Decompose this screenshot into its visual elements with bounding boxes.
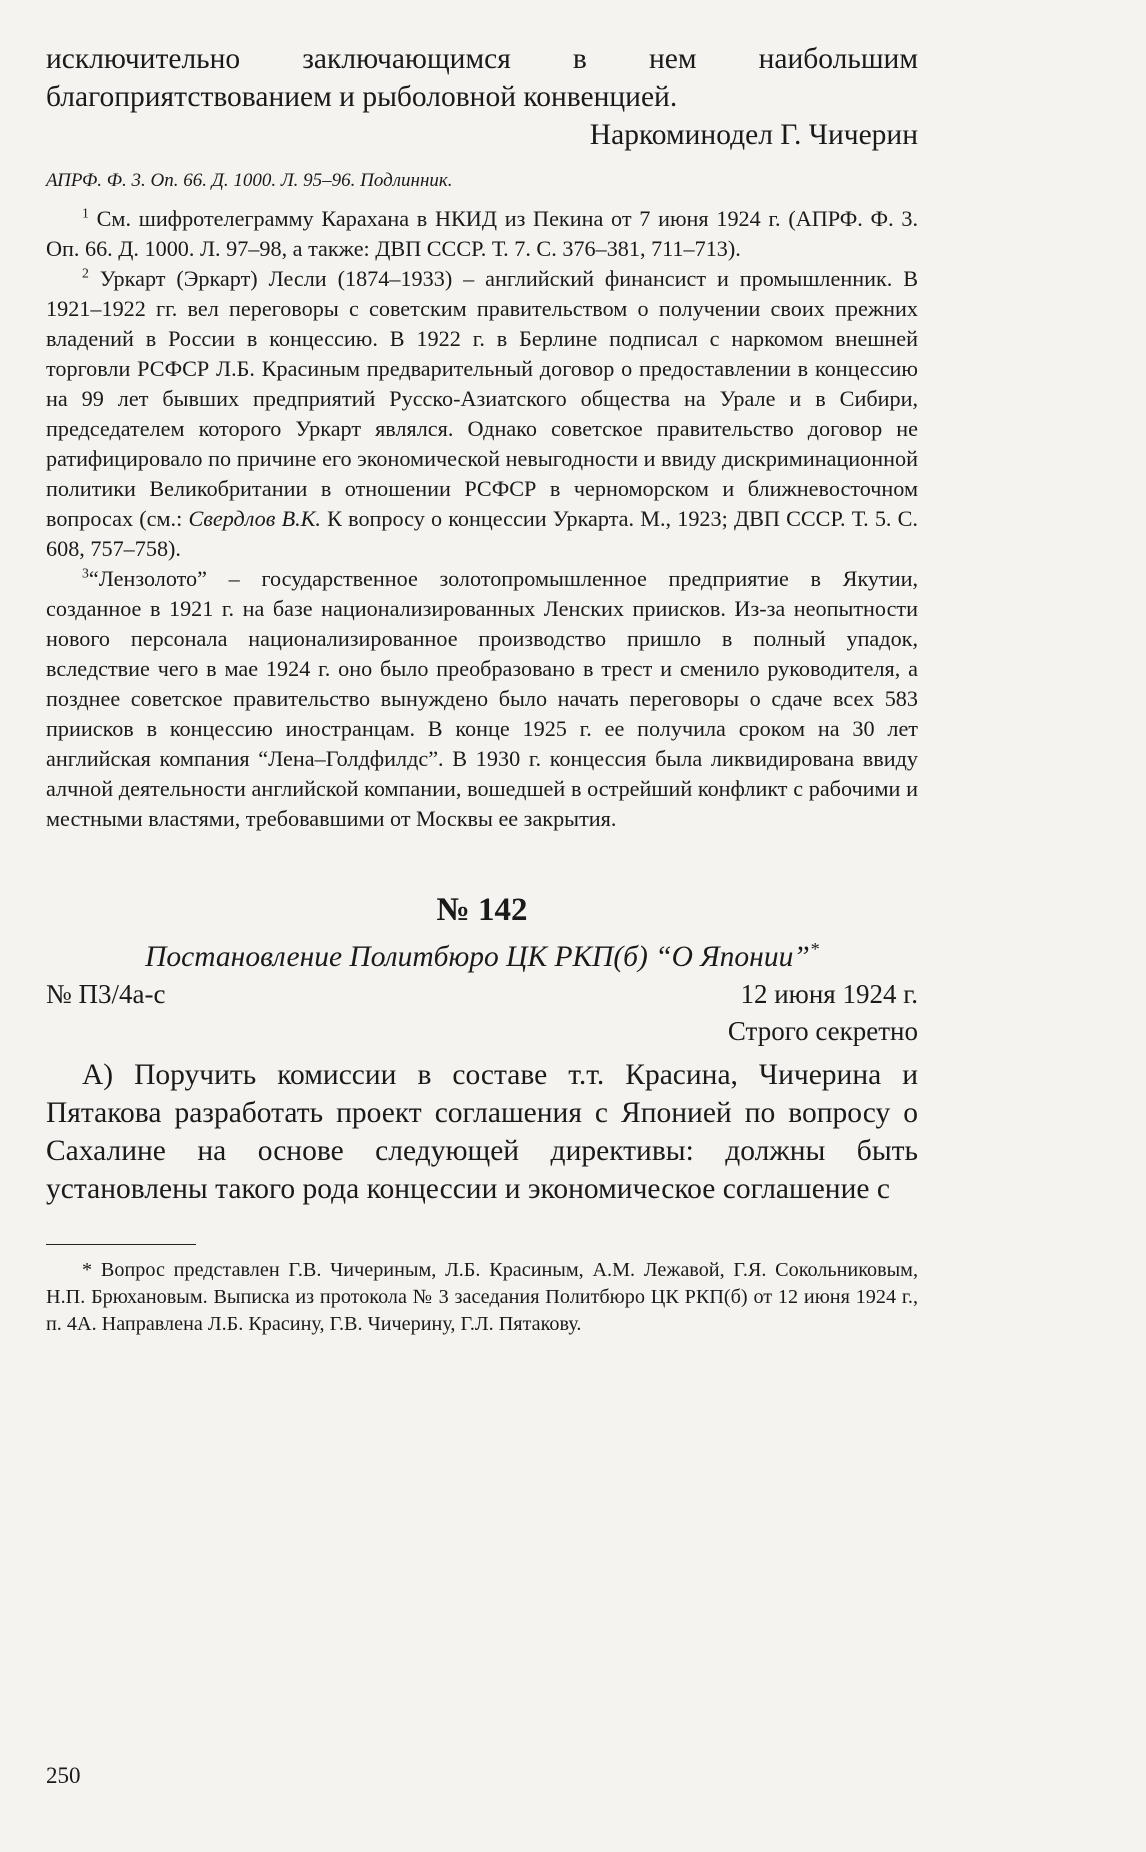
endnote-1 [46,204,918,264]
footnote-mark: * [809,939,819,960]
page-number: 250 [46,1763,81,1788]
footnote-mark: * [82,1259,93,1281]
classification-label: Строго секретно [727,1016,918,1046]
document-number: № 142 [436,892,528,928]
endnote-mark: 3 [82,565,89,581]
document-meta [46,976,918,1012]
footnote-text: Вопрос представлен Г.В. Чичериным, Л.Б. Красиным, А.М. Лежавой, Г.Я. Сокольниковым, Н.П. Брюхановым. Выписка из протокола № 3 заседания Политбюро ЦК РКП(б) от 12 июня 1924 г., п. 4А. Направлена Л.Б. Красину, Г.В. Чичерину, Г.Л. Пятакову. [46,1259,919,1335]
protocol-reference: № П3/4а-с [46,979,166,1009]
document-date: 12 июня 1924 г. [740,979,918,1009]
document-title [46,938,918,976]
footnote-divider [46,1244,196,1245]
document-title-text: Постановление Политбюро ЦК РКП(б) “О Японии” [145,941,810,973]
archive-reference: АПРФ. Ф. 3. Оп. 66. Д. 1000. Л. 95–96. Подлинник. [46,170,453,191]
endnote-text: “Лензолото” – государственное золотопромышленное предприятие в Якутии, созданное в 1921 г. на базе национализированных Ленских приисков. Из-за неопытности нового персонала национализированное производство пришло в полный упадок, вследствие чего в мае 1924 г. оно было преобразовано в трест и сменило руководителя, а позднее советское правительство вынуждено было начать переговоры о сдаче всех 583 приисков в концессию иностранцам. В конце 1925 г. ее получила сроком на 30 лет английская компания “Лена–Голдфилдс”. В 1930 г. концессия была ликвидирована ввиду алчной деятельности английской компании, вошедшей в острейший конфликт с рабочими и местными властями, требовавшими от Москвы ее закрытия. [46,566,918,831]
endnote-2 [46,264,918,564]
endnote-italic-author: Свердлов В.К. [188,506,321,531]
footnote [46,1257,918,1338]
endnote-mark: 1 [82,205,89,221]
endnote-text: См. шифротелеграмму Карахана в НКИД из Пекина от 7 июня 1924 г. (АПРФ. Ф. 3. Оп. 66. Д. 1000. Л. 97–98, а также: ДВП СССР. Т. 7. С. 376–381, 711–713). [46,206,918,261]
endnote-text: Уркарт (Эркарт) Лесли (1874–1933) – английский финансист и промышленник. В 1921–1922 гг. вел переговоры с советским правительством о получении своих прежних владений в России в концессию. В 1922 г. в Берлине подписал с наркомом внешней торговли РСФСР Л.Б. Красиным предварительный договор о предоставлении в концессию на 99 лет бывших предприятий Русско-Азиатского общества на Урале и в Сибири, председателем которого Уркарт являлся. Однако советское правительство договор не ратифицировало по причине его экономической невыгодности и ввиду дискриминационной политики Великобритании в отношении РСФСР в черноморском и ближневосточном вопросах (см.: [46,266,919,531]
resolution-text: А) Поручить комиссии в составе т.т. Красина, Чичерина и Пятакова разработать проект соглашения с Японией по вопросу о Сахалине на основе следующей директивы: должны быть установлены такого рода концессии и экономическое соглашение с [46,1059,918,1205]
signature: Наркоминодел Г. Чичерин [589,119,918,151]
endnote-text-continued: К вопросу о концессии Уркарта. М., 1923; ДВП СССР. Т. 5. С. 608, 757–758). [46,506,918,561]
document-page [46,40,918,1338]
endnote-mark: 2 [82,265,89,281]
endnote-3 [46,564,918,834]
top-paragraph: исключительно заключающимся в нем наибольшим благоприятствованием и рыболовной конвенцией. [46,43,918,113]
